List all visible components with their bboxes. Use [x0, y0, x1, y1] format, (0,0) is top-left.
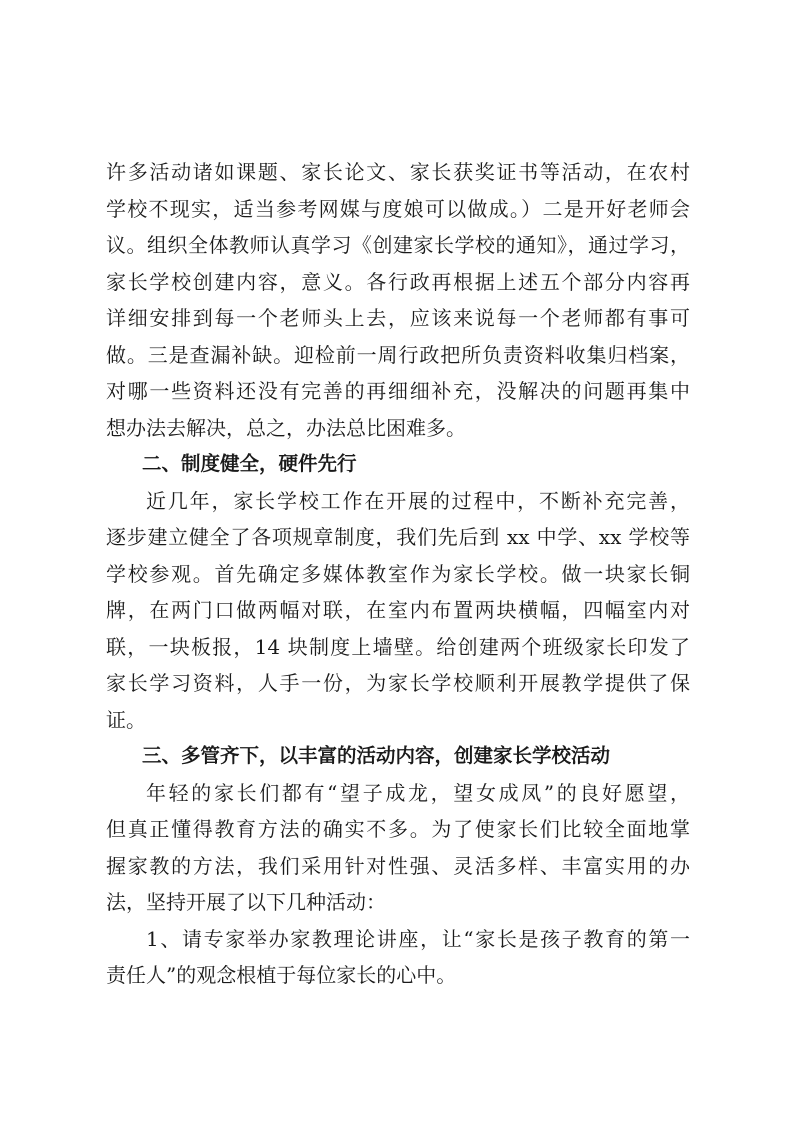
- paragraph-first-line: 近几年，家长学校工作在开展的过程中，不断补充完善，: [146, 488, 690, 513]
- text-line: 想办法去解决，总之，办法总比困难多。: [106, 415, 466, 440]
- text-line: 议。组织全体教师认真学习《创建家长学校的通知》，通过学习，: [106, 233, 690, 257]
- text-line: 对哪一些资料还没有完善的再细细补充，没解决的问题再集中: [106, 379, 690, 403]
- text-line: 许多活动诸如课题、家长论文、家长获奖证书等活动，在农村: [106, 160, 690, 184]
- text-line: 学校不现实，适当参考网媒与度娘可以做成。）二是开好老师会: [106, 196, 690, 221]
- text-line: 联，一块板报，14 块制度上墙壁。给创建两个班级家长印发了: [106, 634, 690, 659]
- text-line: 证。: [106, 707, 146, 732]
- text-line: 责任人”的观念根植于每位家长的心中。: [106, 963, 457, 987]
- text-line: 法，坚持开展了以下几种活动：: [106, 890, 386, 914]
- text-line: 握家教的方法，我们采用针对性强、灵活多样、丰富实用的办: [106, 853, 690, 878]
- paragraph-first-line: 年轻的家长们都有“望子成龙，望女成凤”的良好愿望，: [146, 780, 690, 805]
- section-heading: 二、制度健全，硬件先行: [142, 452, 357, 475]
- section-heading: 三、多管齐下，以丰富的活动内容，创建家长学校活动: [142, 744, 611, 767]
- list-item-first-line: 1、请专家举办家教理论讲座，让“家长是孩子教育的第一: [146, 926, 690, 951]
- text-line: 牌，在两门口做两幅对联，在室内布置两块横幅，四幅室内对: [106, 598, 690, 622]
- text-line: 详细安排到每一个老师头上去，应该来说每一个老师都有事可: [106, 306, 690, 330]
- document-body: [106, 154, 690, 994]
- text-line: 学校参观。首先确定多媒体教室作为家长学校。做一块家长铜: [106, 561, 690, 586]
- text-line: 但真正懂得教育方法的确实不多。为了使家长们比较全面地掌: [106, 817, 690, 841]
- text-line: 做。三是查漏补缺。迎检前一周行政把所负责资料收集归档案，: [106, 342, 690, 367]
- text-line: 家长学校创建内容，意义。各行政再根据上述五个部分内容再: [106, 269, 690, 294]
- text-line: 逐步建立健全了各项规章制度，我们先后到 xx 中学、xx 学校等: [106, 525, 690, 549]
- text-line: 家长学习资料，人手一份，为家长学校顺利开展教学提供了保: [106, 671, 690, 695]
